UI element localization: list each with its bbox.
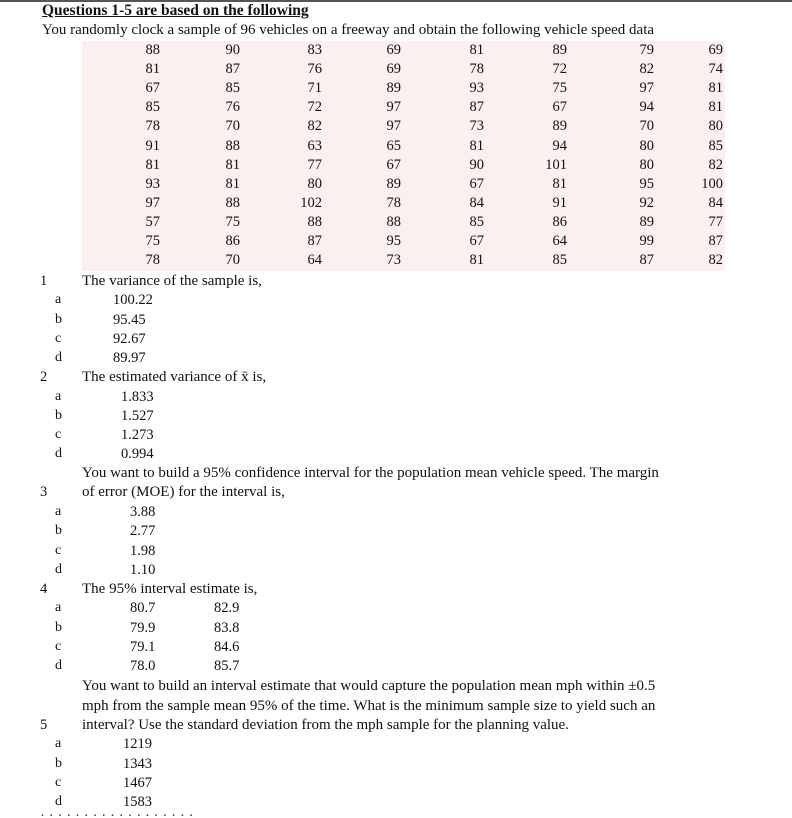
data-cell: 72 (307, 99, 322, 116)
data-row (82, 213, 725, 232)
data-cell: 73 (386, 252, 401, 269)
data-cell: 65 (386, 137, 401, 154)
data-row (82, 60, 725, 79)
data-cell: 81 (145, 156, 160, 173)
option-letter: c (55, 427, 62, 442)
data-cell: 82 (708, 156, 723, 173)
data-cell: 69 (708, 42, 723, 58)
data-cell: 82 (307, 118, 322, 135)
option-letter: b (55, 756, 62, 771)
option-value: 1.833 (121, 389, 154, 405)
data-cell: 71 (307, 80, 322, 97)
option-value: 0.994 (121, 446, 154, 462)
data-cell: 67 (469, 233, 484, 249)
data-cell: 76 (225, 99, 240, 116)
data-cell: 74 (708, 61, 723, 78)
option-value: 1467 (123, 775, 152, 791)
option-value: 1.10 (130, 562, 156, 578)
data-cell: 84 (708, 194, 723, 211)
option-letter: d (55, 350, 62, 365)
data-cell: 81 (708, 80, 723, 97)
data-cell: 81 (469, 42, 484, 58)
data-cell: 72 (552, 61, 567, 78)
option-letter: d (55, 794, 62, 809)
data-cell: 93 (145, 175, 160, 192)
option-letter: a (55, 600, 62, 615)
data-cell: 57 (145, 213, 160, 230)
option-value: 83.8 (214, 620, 240, 636)
option-letter: a (55, 292, 62, 307)
option-letter: d (55, 658, 62, 673)
data-cell: 73 (469, 118, 484, 135)
data-cell: 81 (708, 99, 723, 116)
data-row (82, 194, 725, 213)
question-number: 5 (40, 717, 48, 733)
option-letter: b (55, 408, 62, 423)
option-letter: d (55, 562, 62, 577)
data-cell: 97 (145, 194, 160, 211)
data-cell: 88 (225, 194, 240, 211)
option-letter: c (55, 639, 62, 654)
data-cell: 69 (386, 61, 401, 78)
data-cell: 97 (386, 118, 401, 135)
data-cell: 93 (469, 80, 484, 97)
question-number: 4 (40, 581, 48, 597)
data-cell: 90 (225, 42, 240, 58)
option-value: 95.45 (113, 312, 146, 328)
data-cell: 102 (300, 194, 322, 211)
data-cell: 100 (701, 175, 723, 192)
data-cell: 70 (225, 118, 240, 135)
speed-data-table (82, 41, 725, 271)
data-cell: 84 (469, 194, 484, 211)
data-row (82, 156, 725, 175)
data-cell: 94 (552, 137, 567, 154)
data-cell: 95 (639, 175, 654, 192)
intro-text: You randomly clock a sample of 96 vehicles on a freeway and obtain the following vehicle speed data (42, 22, 655, 38)
question-number: 2 (40, 369, 48, 385)
data-cell: 99 (639, 233, 654, 249)
option-value: 92.67 (113, 331, 146, 347)
option-letter: b (55, 312, 62, 327)
data-cell: 88 (145, 42, 160, 58)
data-cell: 77 (307, 156, 322, 173)
data-cell: 88 (307, 213, 322, 230)
option-value: 85.7 (214, 658, 240, 674)
option-value: 100.22 (113, 292, 153, 308)
question-text: You want to build an interval estimate that would capture the population mean mph within ±0.5 (82, 678, 656, 694)
option-value: 1.527 (121, 408, 154, 424)
data-cell: 81 (552, 175, 567, 192)
option-letter: c (55, 331, 62, 346)
option-letter: d (55, 446, 62, 461)
data-cell: 87 (708, 233, 723, 249)
data-cell: 92 (639, 194, 654, 211)
data-cell: 78 (145, 252, 160, 269)
data-cell: 64 (307, 252, 322, 269)
question-text: The variance of the sample is, (82, 273, 262, 289)
data-row (82, 98, 725, 117)
option-letter: c (55, 543, 62, 558)
data-cell: 87 (225, 61, 240, 78)
data-cell: 97 (639, 80, 654, 97)
data-cell: 87 (469, 99, 484, 116)
data-cell: 86 (552, 213, 567, 230)
data-cell: 89 (386, 175, 401, 192)
data-row (82, 232, 725, 251)
question-text: of error (MOE) for the interval is, (82, 484, 285, 500)
data-row (82, 117, 725, 136)
option-value: 89.97 (113, 350, 146, 366)
data-cell: 82 (708, 252, 723, 269)
question-number: 1 (40, 273, 48, 289)
question-number: 3 (40, 484, 48, 500)
option-value: 3.88 (130, 504, 156, 520)
data-cell: 88 (386, 213, 401, 230)
data-cell: 80 (708, 118, 723, 135)
data-cell: 101 (545, 156, 567, 173)
option-letter: a (55, 736, 62, 751)
option-value: 1219 (123, 736, 152, 752)
section-title: Questions 1-5 are based on the following (42, 2, 309, 19)
cutoff-next-line: · · · · · · · · · · · · · · · · · · (40, 808, 194, 818)
data-cell: 90 (469, 156, 484, 173)
option-letter: b (55, 620, 62, 635)
option-value: 1343 (123, 756, 152, 772)
data-cell: 80 (639, 137, 654, 154)
data-cell: 85 (225, 80, 240, 97)
data-row (82, 41, 725, 60)
option-value: 2.77 (130, 523, 156, 539)
data-cell: 75 (145, 233, 160, 249)
data-cell: 63 (307, 137, 322, 154)
data-cell: 81 (225, 175, 240, 192)
data-cell: 89 (639, 213, 654, 230)
data-cell: 85 (708, 137, 723, 154)
data-cell: 70 (639, 118, 654, 135)
data-cell: 87 (639, 252, 654, 269)
option-value: 78.0 (130, 658, 156, 674)
option-value: 1.273 (121, 427, 154, 443)
data-cell: 94 (639, 99, 654, 116)
data-cell: 81 (145, 61, 160, 78)
data-cell: 80 (639, 156, 654, 173)
data-cell: 86 (225, 233, 240, 249)
data-cell: 91 (145, 137, 160, 154)
data-cell: 75 (225, 213, 240, 230)
data-cell: 78 (469, 61, 484, 78)
data-cell: 97 (386, 99, 401, 116)
data-row (82, 175, 725, 194)
data-cell: 75 (552, 80, 567, 97)
data-cell: 81 (225, 156, 240, 173)
data-cell: 64 (552, 233, 567, 249)
data-cell: 67 (552, 99, 567, 116)
data-cell: 79 (639, 42, 654, 58)
data-cell: 81 (469, 137, 484, 154)
data-cell: 67 (386, 156, 401, 173)
option-value: 80.7 (130, 600, 156, 616)
data-cell: 67 (469, 175, 484, 192)
data-row (82, 251, 725, 270)
option-value: 82.9 (214, 600, 240, 616)
data-row (82, 79, 725, 98)
data-cell: 70 (225, 252, 240, 269)
data-cell: 76 (307, 61, 322, 78)
data-cell: 85 (469, 213, 484, 230)
option-letter: a (55, 504, 62, 519)
data-cell: 88 (225, 137, 240, 154)
question-text: The 95% interval estimate is, (82, 581, 258, 597)
data-cell: 80 (307, 175, 322, 192)
option-letter: b (55, 523, 62, 538)
option-value: 1583 (123, 794, 152, 810)
data-cell: 67 (145, 80, 160, 97)
data-cell: 89 (552, 118, 567, 135)
data-cell: 95 (386, 233, 401, 249)
data-cell: 77 (708, 213, 723, 230)
question-text: The estimated variance of x̄ is, (82, 369, 267, 385)
option-letter: a (55, 389, 62, 404)
data-cell: 91 (552, 194, 567, 211)
data-cell: 85 (145, 99, 160, 116)
data-cell: 69 (386, 42, 401, 58)
data-cell: 78 (145, 118, 160, 135)
option-letter: c (55, 775, 62, 790)
option-value: 79.9 (130, 620, 156, 636)
data-row (82, 137, 725, 156)
data-cell: 85 (552, 252, 567, 269)
option-value: 1.98 (130, 543, 156, 559)
option-value: 84.6 (214, 639, 240, 655)
option-value: 79.1 (130, 639, 156, 655)
data-cell: 78 (386, 194, 401, 211)
question-text: interval? Use the standard deviation from the mph sample for the planning value. (82, 717, 569, 733)
data-cell: 82 (639, 61, 654, 78)
data-cell: 89 (552, 42, 567, 58)
question-text: mph from the sample mean 95% of the time. What is the minimum sample size to yield such an (82, 698, 656, 714)
data-cell: 83 (307, 42, 322, 58)
data-cell: 89 (386, 80, 401, 97)
data-cell: 87 (307, 233, 322, 249)
data-cell: 81 (469, 252, 484, 269)
question-text: You want to build a 95% confidence interval for the population mean vehicle speed. The margin (82, 465, 659, 481)
